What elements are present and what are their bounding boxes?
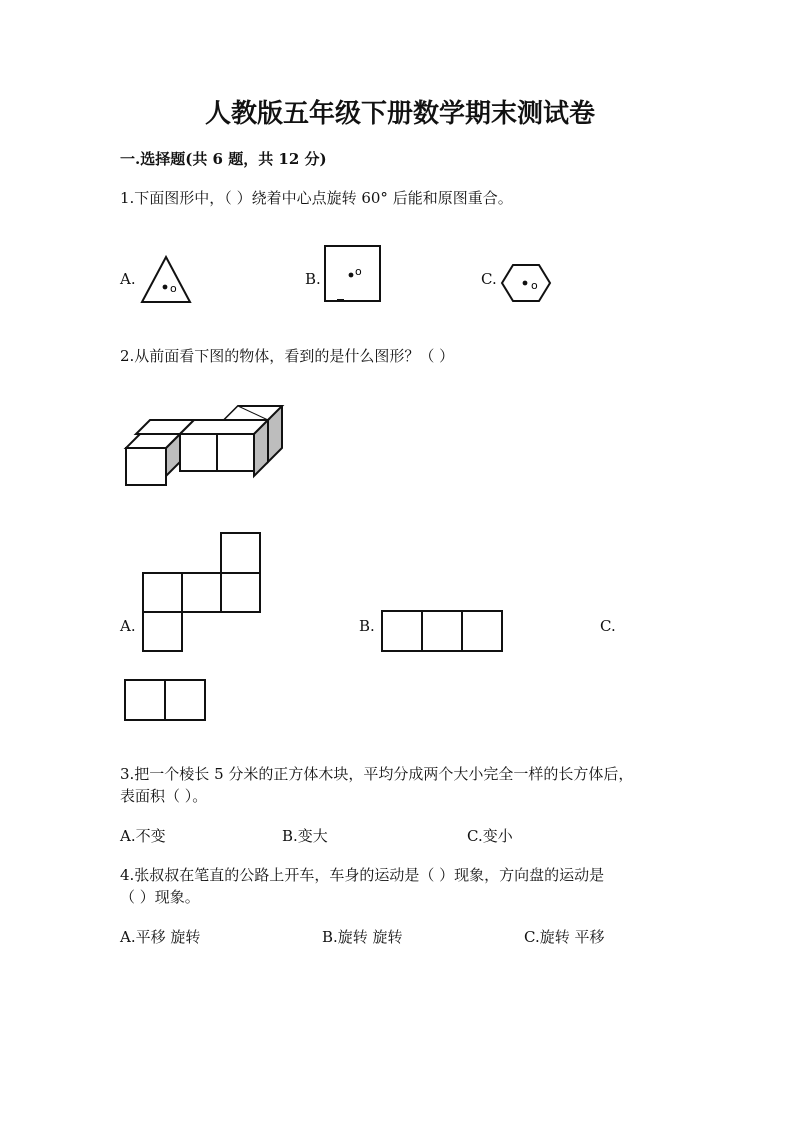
section-heading: 一.选择题(共 6 题，共 12 分) xyxy=(120,150,327,168)
q3-option-b: B.变大 xyxy=(282,827,328,845)
q4-option-b: B.旋转 旋转 xyxy=(322,928,403,946)
q2-cube-stack-figure xyxy=(120,400,290,490)
q3-option-a: A.不变 xyxy=(120,827,166,845)
q2-option-b-figure xyxy=(380,609,504,654)
q3-option-c: C.变小 xyxy=(467,827,513,845)
center-mark-label: o xyxy=(531,279,538,292)
q2-option-b-label: B. xyxy=(359,617,375,635)
q1-option-c-label: C. xyxy=(481,270,497,288)
center-dot-icon xyxy=(523,281,528,286)
q1-square-figure xyxy=(322,243,384,305)
q4-option-a: A.平移 旋转 xyxy=(120,928,201,946)
question-2-text: 2.从前面看下图的物体，看到的是什么图形？（ ） xyxy=(120,347,455,365)
q1-option-b-label: B. xyxy=(305,270,321,288)
question-1-text: 1.下面图形中，（ ）绕着中心点旋转 60° 后能和原图重合。 xyxy=(120,189,513,207)
center-dot-icon xyxy=(163,285,168,290)
q2-option-a-figure xyxy=(140,531,264,654)
question-4-text-line1: 4.张叔叔在笔直的公路上开车，车身的运动是（ ）现象，方向盘的运动是 xyxy=(120,866,605,884)
q2-option-c-label: C. xyxy=(600,617,616,635)
q1-option-a-label: A. xyxy=(120,270,136,288)
q2-option-a-label: A. xyxy=(120,617,136,635)
q1-hexagon-figure xyxy=(500,262,552,304)
q2-option-c-figure xyxy=(123,678,209,723)
center-dot-icon xyxy=(349,273,354,278)
q4-option-c: C.旋转 平移 xyxy=(524,928,605,946)
question-3-text-line1: 3.把一个棱长 5 分米的正方体木块，平均分成两个大小完全一样的长方体后， xyxy=(120,765,634,783)
center-mark-label: o xyxy=(170,282,177,295)
question-4-text-line2: （ ）现象。 xyxy=(120,888,200,906)
question-3-text-line2: 表面积（ ）。 xyxy=(120,787,208,805)
page-title: 人教版五年级下册数学期末测试卷 xyxy=(204,99,595,129)
q1-triangle-figure xyxy=(140,255,192,305)
center-mark-label: o xyxy=(355,265,362,278)
